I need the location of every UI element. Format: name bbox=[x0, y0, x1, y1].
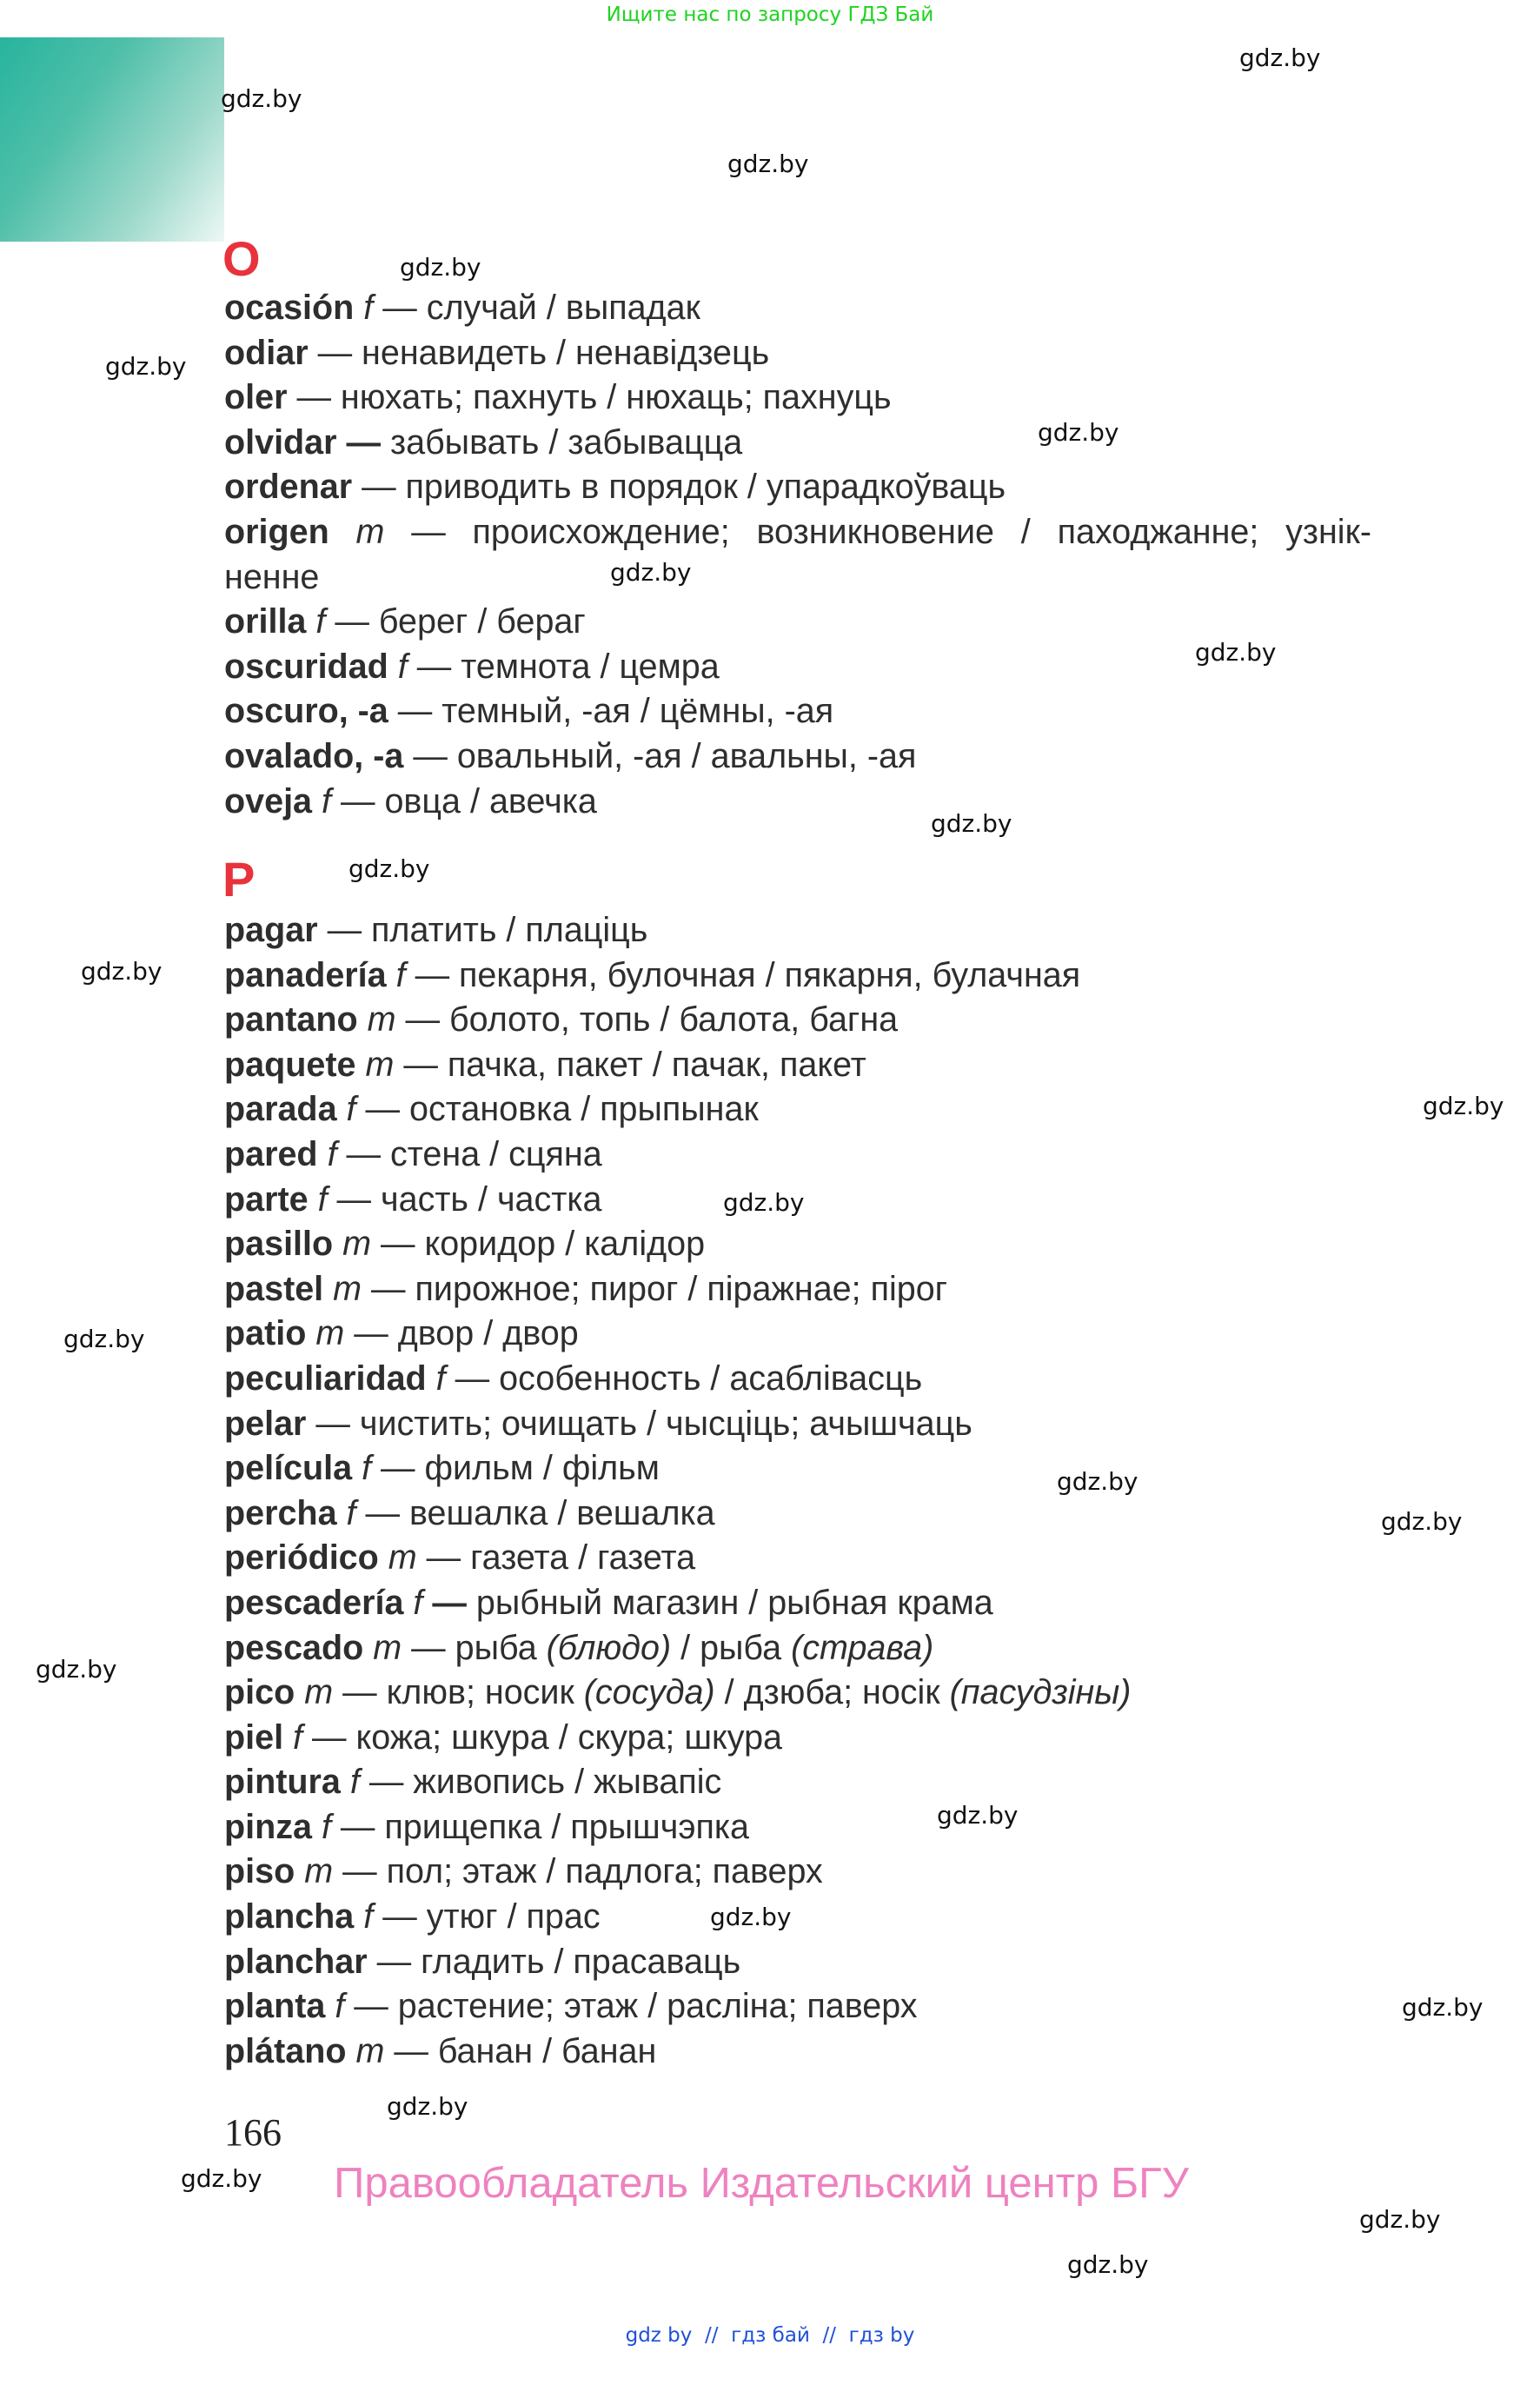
slash: / bbox=[747, 468, 757, 507]
translation-ru-note: (блюдо) bbox=[546, 1628, 672, 1667]
headword: pared bbox=[224, 1134, 318, 1173]
dictionary-entry bbox=[224, 1626, 1371, 1671]
watermark: gdz.by bbox=[348, 854, 430, 883]
separator-dash: — bbox=[381, 1449, 415, 1488]
translation-ru: ненавидеть bbox=[362, 333, 548, 372]
separator-dash: — bbox=[312, 1717, 347, 1757]
separator-dash: — bbox=[335, 602, 369, 641]
headword: parada bbox=[224, 1090, 337, 1129]
separator-dash: — bbox=[411, 1628, 446, 1667]
dictionary-entry bbox=[224, 734, 1371, 780]
slash: / bbox=[477, 1179, 488, 1219]
translation-ru: утюг bbox=[426, 1897, 498, 1937]
bottom-links bbox=[0, 2324, 1540, 2347]
translation-by: бераг bbox=[496, 602, 586, 641]
translation-ru: газета bbox=[470, 1538, 569, 1578]
headword: oscuridad bbox=[224, 647, 388, 686]
watermark: gdz.by bbox=[1402, 1993, 1484, 2022]
separator-dash: — bbox=[362, 468, 396, 507]
gender-marker: f bbox=[397, 647, 408, 686]
separator-dash: — bbox=[416, 647, 452, 686]
translation-by: рыбная крама bbox=[767, 1583, 993, 1622]
dictionary-entry bbox=[224, 1671, 1371, 1716]
dictionary-entry bbox=[224, 286, 1371, 331]
watermark: gdz.by bbox=[181, 2164, 262, 2193]
dictionary-entry bbox=[224, 1536, 1371, 1581]
translation-by: плаціць bbox=[525, 911, 648, 949]
translation-by: паходжанне; узнік-​ненне bbox=[224, 512, 1372, 596]
slash: / bbox=[680, 1628, 691, 1667]
translation-ru: рыба bbox=[455, 1628, 537, 1667]
dictionary-entry bbox=[224, 510, 1371, 600]
translation-ru: овальный, -ая bbox=[456, 736, 682, 775]
watermark: gdz.by bbox=[387, 2092, 468, 2121]
translation-by: авальны, -ая bbox=[710, 736, 917, 775]
separator-dash: — bbox=[354, 1314, 388, 1353]
translation-ru: болото, топь bbox=[448, 1000, 651, 1040]
gender-marker: f bbox=[293, 1717, 303, 1757]
gender-marker: f bbox=[335, 1987, 345, 2026]
dictionary-entry bbox=[224, 1716, 1371, 1761]
separator-dash: — bbox=[340, 1807, 375, 1846]
headword: orilla bbox=[224, 602, 307, 641]
slash: / bbox=[574, 1763, 585, 1802]
headword: película bbox=[224, 1449, 353, 1488]
translation-ru: особенность bbox=[499, 1359, 701, 1398]
translation-ru: прищепка bbox=[384, 1807, 542, 1846]
headword: parte bbox=[224, 1179, 309, 1219]
headword: ordenar bbox=[224, 468, 353, 507]
gender-marker: m bbox=[355, 2031, 385, 2070]
translation-by: пачак, пакет bbox=[671, 1045, 866, 1084]
slash: / bbox=[607, 378, 617, 417]
translation-by: прышчэпка bbox=[570, 1807, 749, 1846]
slash: / bbox=[640, 692, 650, 731]
separator-dash: — bbox=[381, 1225, 415, 1264]
headword: patio bbox=[224, 1314, 307, 1353]
watermark: gdz.by bbox=[727, 149, 809, 178]
headword: ovalado, -a bbox=[224, 736, 404, 775]
gender-marker: f bbox=[321, 1807, 331, 1846]
slash: / bbox=[748, 1583, 759, 1622]
headword: ocasión bbox=[224, 289, 355, 327]
link-gdz-by[interactable]: gdz by bbox=[625, 2324, 693, 2347]
translation-ru: темный, -ая bbox=[441, 692, 631, 731]
headword: plátano bbox=[224, 2031, 347, 2070]
translation-ru: овца bbox=[384, 781, 461, 820]
translation-by: цёмны, -ая bbox=[659, 692, 834, 731]
translation-by: піражнае; пірог bbox=[707, 1269, 948, 1308]
translation-ru-note: (сосуда) bbox=[583, 1673, 715, 1712]
separator-dash: — bbox=[336, 1179, 372, 1219]
translation-by: выпадак bbox=[565, 289, 700, 327]
slash: / bbox=[469, 781, 480, 820]
dictionary-entry bbox=[224, 2030, 1371, 2075]
slash: / bbox=[556, 333, 567, 372]
headword: pintura bbox=[224, 1763, 341, 1802]
gender-marker: f bbox=[363, 1897, 374, 1937]
watermark: gdz.by bbox=[221, 84, 302, 113]
search-banner: Ищите нас по запросу ГДЗ Бай bbox=[606, 3, 934, 26]
separator-dash: — bbox=[342, 1852, 377, 1891]
slash: / bbox=[647, 1987, 658, 2026]
headword: percha bbox=[224, 1493, 337, 1532]
translation-by: падлога; паверх bbox=[565, 1852, 823, 1891]
watermark: gdz.by bbox=[1067, 2250, 1149, 2279]
slash: / bbox=[765, 955, 775, 994]
translation-by: скура; шкура bbox=[577, 1717, 783, 1757]
translation-ru: нюхать; пахнуть bbox=[340, 378, 598, 417]
gender-marker: f bbox=[435, 1359, 446, 1398]
separator-dash: — bbox=[382, 289, 417, 327]
translation-by: прас bbox=[526, 1897, 601, 1937]
dictionary-entry bbox=[224, 908, 1371, 953]
gender-marker: f bbox=[317, 1179, 328, 1219]
gender-marker: m bbox=[367, 1000, 396, 1040]
slash: / bbox=[691, 736, 701, 775]
gender-marker: f bbox=[322, 781, 331, 820]
separator-dash: — bbox=[397, 692, 433, 731]
gender-marker: f bbox=[315, 602, 326, 641]
gender-marker: m bbox=[355, 512, 385, 551]
entry-list-o bbox=[224, 286, 1371, 824]
slash: / bbox=[507, 1897, 517, 1937]
separator-dash: — bbox=[365, 1493, 400, 1532]
gender-marker: f bbox=[327, 1134, 337, 1173]
gender-marker: f bbox=[363, 289, 374, 327]
watermark: gdz.by bbox=[1359, 2205, 1441, 2234]
watermark: gdz.by bbox=[1038, 418, 1119, 447]
headword: peculiaridad bbox=[224, 1359, 427, 1398]
translation-ru: двор bbox=[397, 1314, 475, 1353]
gender-marker: m bbox=[333, 1269, 362, 1308]
watermark: gdz.by bbox=[400, 253, 481, 282]
gender-marker: m bbox=[342, 1225, 372, 1264]
translation-by: упарадкоўваць bbox=[766, 468, 1006, 507]
watermark: gdz.by bbox=[1195, 638, 1277, 667]
slash: / bbox=[710, 1359, 720, 1398]
translation-by: нюхаць; пахнуць bbox=[626, 378, 892, 417]
translation-by: пякарня, булачная bbox=[784, 955, 1081, 994]
dictionary-entry bbox=[224, 418, 1371, 466]
headword: panadería bbox=[224, 955, 387, 994]
link-gdz-bai[interactable]: гдз бай bbox=[731, 2324, 810, 2347]
translation-ru: забывать bbox=[389, 422, 540, 462]
dictionary-entry bbox=[224, 1984, 1371, 2030]
decorative-teal-block bbox=[0, 37, 224, 242]
slash: / bbox=[565, 1225, 575, 1264]
headword: planta bbox=[224, 1987, 326, 2026]
dictionary-entry bbox=[224, 780, 1371, 825]
dictionary-entry bbox=[224, 1446, 1371, 1491]
dictionary-entry bbox=[224, 998, 1371, 1043]
translation-ru: коридор bbox=[424, 1225, 556, 1264]
translation-ru: гладить bbox=[421, 1942, 545, 1981]
dictionary-entry bbox=[224, 1222, 1371, 1267]
headword: pagar bbox=[224, 911, 318, 949]
dictionary-entry bbox=[224, 953, 1371, 999]
watermark: gdz.by bbox=[937, 1801, 1019, 1830]
separator-dash: — bbox=[455, 1359, 490, 1398]
translation-by: авечка bbox=[488, 781, 597, 820]
separator-dash: — bbox=[382, 1897, 417, 1937]
headword: origen bbox=[224, 512, 329, 551]
section-letter-p: P bbox=[222, 852, 256, 907]
headword: oveja bbox=[224, 781, 313, 820]
translation-ru: рыбный магазин bbox=[475, 1583, 740, 1622]
translation-by: балота, багна bbox=[679, 1000, 899, 1040]
gender-marker: f bbox=[349, 1763, 360, 1802]
translation-by: рыба bbox=[700, 1628, 782, 1667]
headword: pescado bbox=[224, 1628, 364, 1667]
separator-dash: — bbox=[426, 1538, 461, 1578]
watermark: gdz.by bbox=[1057, 1467, 1138, 1496]
slash: / bbox=[542, 1449, 553, 1488]
translation-by: асаблівасць bbox=[729, 1359, 923, 1398]
slash: / bbox=[581, 1090, 591, 1129]
separator-dash: — bbox=[411, 512, 446, 551]
watermark: gdz.by bbox=[1239, 43, 1321, 72]
gender-marker: m bbox=[365, 1045, 395, 1084]
watermark: gdz.by bbox=[610, 558, 692, 587]
headword: periódico bbox=[224, 1538, 379, 1578]
link-separator: // bbox=[705, 2324, 719, 2347]
link-separator: // bbox=[822, 2324, 837, 2347]
watermark: gdz.by bbox=[723, 1188, 805, 1217]
gender-marker: f bbox=[395, 955, 406, 994]
headword: plancha bbox=[224, 1897, 355, 1937]
slash: / bbox=[600, 647, 610, 686]
translation-ru: живопись bbox=[413, 1763, 566, 1802]
headword: pasillo bbox=[224, 1225, 334, 1264]
translation-by: жывапіс bbox=[594, 1763, 722, 1802]
slash: / bbox=[724, 1673, 734, 1712]
headword: piel bbox=[224, 1717, 284, 1757]
gender-marker: f bbox=[346, 1493, 356, 1532]
dictionary-entry bbox=[224, 1357, 1371, 1402]
watermark: gdz.by bbox=[81, 957, 163, 986]
copyright-notice: Правообладатель Издательский центр БГУ bbox=[334, 2160, 1189, 2207]
separator-dash: — bbox=[327, 911, 362, 949]
separator-dash: — bbox=[340, 781, 375, 820]
translation-by: калідор bbox=[584, 1225, 706, 1264]
translation-by: забывацца bbox=[568, 422, 743, 462]
gender-marker: m bbox=[315, 1314, 345, 1353]
translation-by: частка bbox=[496, 1179, 602, 1219]
translation-ru: вешалка bbox=[408, 1493, 548, 1532]
gender-marker: f bbox=[413, 1583, 423, 1622]
dictionary-entry bbox=[224, 1312, 1371, 1357]
translation-ru: платить bbox=[371, 911, 497, 949]
translation-by: банан bbox=[561, 2031, 657, 2070]
headword: pastel bbox=[224, 1269, 324, 1308]
link-gdz-by-cyr[interactable]: гдз by bbox=[848, 2324, 915, 2347]
slash: / bbox=[489, 1134, 500, 1173]
slash: / bbox=[542, 2031, 553, 2070]
translation-ru: фильм bbox=[424, 1449, 534, 1488]
slash: / bbox=[546, 289, 556, 327]
separator-dash: — bbox=[346, 1134, 382, 1173]
gender-marker: m bbox=[373, 1628, 402, 1667]
translation-by: чысціць; ачышчаць bbox=[666, 1404, 972, 1443]
translation-ru: пачка, пакет bbox=[447, 1045, 643, 1084]
slash: / bbox=[557, 1493, 568, 1532]
translation-ru: темнота bbox=[461, 647, 591, 686]
dictionary-entry bbox=[224, 1940, 1371, 1985]
headword: planchar bbox=[224, 1942, 368, 1981]
separator-dash: — bbox=[368, 1763, 404, 1802]
separator-dash: — bbox=[415, 955, 450, 994]
translation-by-note: (пасудзіны) bbox=[949, 1673, 1132, 1712]
translation-ru: остановка bbox=[408, 1090, 572, 1129]
watermark: gdz.by bbox=[105, 352, 187, 381]
page-number: 166 bbox=[224, 2111, 282, 2154]
gender-marker: f bbox=[362, 1449, 372, 1488]
translation-ru: берег bbox=[378, 602, 468, 641]
translation-ru: растение; этаж bbox=[397, 1987, 639, 2026]
separator-dash: — bbox=[376, 1942, 412, 1981]
slash: / bbox=[554, 1942, 564, 1981]
entry-list-p bbox=[224, 908, 1371, 2074]
separator-dash: — bbox=[342, 1673, 377, 1712]
translation-by: прыпынак bbox=[600, 1090, 759, 1129]
separator-dash: — bbox=[405, 1000, 440, 1040]
headword: olvidar bbox=[224, 422, 337, 462]
headword: paquete bbox=[224, 1045, 356, 1084]
translation-by: расліна; паверх bbox=[667, 1987, 918, 2026]
separator-dash: — bbox=[432, 1583, 467, 1622]
dictionary-entry bbox=[224, 1581, 1371, 1626]
dictionary-entry bbox=[224, 465, 1371, 510]
separator-dash: — bbox=[315, 1404, 350, 1443]
headword: oler bbox=[224, 378, 288, 417]
dictionary-entry bbox=[224, 1087, 1371, 1133]
translation-ru: пекарня, булочная bbox=[459, 955, 756, 994]
headword: pescadería bbox=[224, 1583, 404, 1622]
dictionary-entry bbox=[224, 689, 1371, 734]
translation-by: двор bbox=[502, 1314, 579, 1353]
separator-dash: — bbox=[365, 1090, 400, 1129]
slash: / bbox=[578, 1538, 588, 1578]
dictionary-entry bbox=[224, 1043, 1371, 1088]
dictionary-entry bbox=[224, 1895, 1371, 1940]
translation-ru: пол; этаж bbox=[386, 1852, 537, 1891]
translation-by: цемра bbox=[619, 647, 720, 686]
translation-ru: происхождение; возникновение bbox=[472, 512, 994, 551]
slash: / bbox=[546, 1852, 556, 1891]
headword: oscuro, -a bbox=[224, 692, 388, 731]
dictionary-entry bbox=[224, 331, 1371, 376]
translation-ru: клюв; носик bbox=[386, 1673, 574, 1712]
slash: / bbox=[1020, 512, 1031, 551]
slash: / bbox=[483, 1314, 494, 1353]
dictionary-entry bbox=[224, 1402, 1371, 1447]
translation-ru: приводить в порядок bbox=[405, 468, 738, 507]
headword: pinza bbox=[224, 1807, 312, 1846]
dictionary-entry bbox=[224, 1801, 1371, 1850]
separator-dash: — bbox=[354, 1987, 388, 2026]
slash: / bbox=[551, 1807, 561, 1846]
watermark: gdz.by bbox=[1423, 1092, 1504, 1120]
translation-by: сцяна bbox=[508, 1134, 602, 1173]
translation-by: газета bbox=[597, 1538, 696, 1578]
translation-by-note: (страва) bbox=[791, 1628, 934, 1667]
watermark: gdz.by bbox=[1381, 1507, 1463, 1536]
dictionary-entry bbox=[224, 1267, 1371, 1312]
dictionary-entry bbox=[224, 1491, 1371, 1537]
translation-by: ненавідзець bbox=[575, 333, 770, 372]
dictionary-entry bbox=[224, 375, 1371, 421]
slash: / bbox=[548, 422, 559, 462]
separator-dash: — bbox=[403, 1045, 438, 1084]
watermark: gdz.by bbox=[931, 809, 1012, 838]
slash: / bbox=[477, 602, 488, 641]
section-letter-o: O bbox=[222, 231, 261, 286]
slash: / bbox=[647, 1404, 657, 1443]
slash: / bbox=[652, 1045, 662, 1084]
separator-dash: — bbox=[371, 1269, 406, 1308]
dictionary-entry bbox=[224, 1133, 1371, 1178]
watermark: gdz.by bbox=[36, 1655, 117, 1684]
slash: / bbox=[506, 911, 516, 949]
headword: piso bbox=[224, 1852, 295, 1891]
headword: odiar bbox=[224, 333, 309, 372]
translation-ru: банан bbox=[437, 2031, 534, 2070]
dictionary-entry bbox=[224, 1850, 1371, 1895]
watermark: gdz.by bbox=[63, 1325, 145, 1353]
headword: pantano bbox=[224, 1000, 358, 1040]
separator-dash: — bbox=[296, 378, 331, 417]
translation-ru: случай bbox=[426, 289, 537, 327]
gender-marker: m bbox=[304, 1852, 334, 1891]
translation-ru: стена bbox=[390, 1134, 481, 1173]
slash: / bbox=[558, 1717, 568, 1757]
headword: pico bbox=[224, 1673, 295, 1712]
gender-marker: f bbox=[346, 1090, 356, 1129]
translation-by: прасаваць bbox=[573, 1942, 741, 1981]
translation-ru: кожа; шкура bbox=[355, 1717, 549, 1757]
slash: / bbox=[687, 1269, 698, 1308]
translation-ru: чистить; очищать bbox=[359, 1404, 638, 1443]
headword: pelar bbox=[224, 1404, 307, 1443]
gender-marker: m bbox=[304, 1673, 334, 1712]
separator-dash: — bbox=[394, 2031, 428, 2070]
translation-by: фільм bbox=[561, 1449, 660, 1488]
translation-by: вешалка bbox=[576, 1493, 715, 1532]
separator-dash: — bbox=[346, 422, 381, 462]
translation-by: дзюба; носік bbox=[743, 1673, 940, 1712]
gender-marker: m bbox=[388, 1538, 417, 1578]
translation-ru: часть bbox=[381, 1179, 468, 1219]
translation-ru: пирожное; пирог bbox=[415, 1269, 679, 1308]
dictionary-entry bbox=[224, 1760, 1371, 1805]
separator-dash: — bbox=[317, 333, 353, 372]
separator-dash: — bbox=[413, 736, 448, 775]
slash: / bbox=[660, 1000, 670, 1040]
watermark: gdz.by bbox=[710, 1903, 792, 1931]
